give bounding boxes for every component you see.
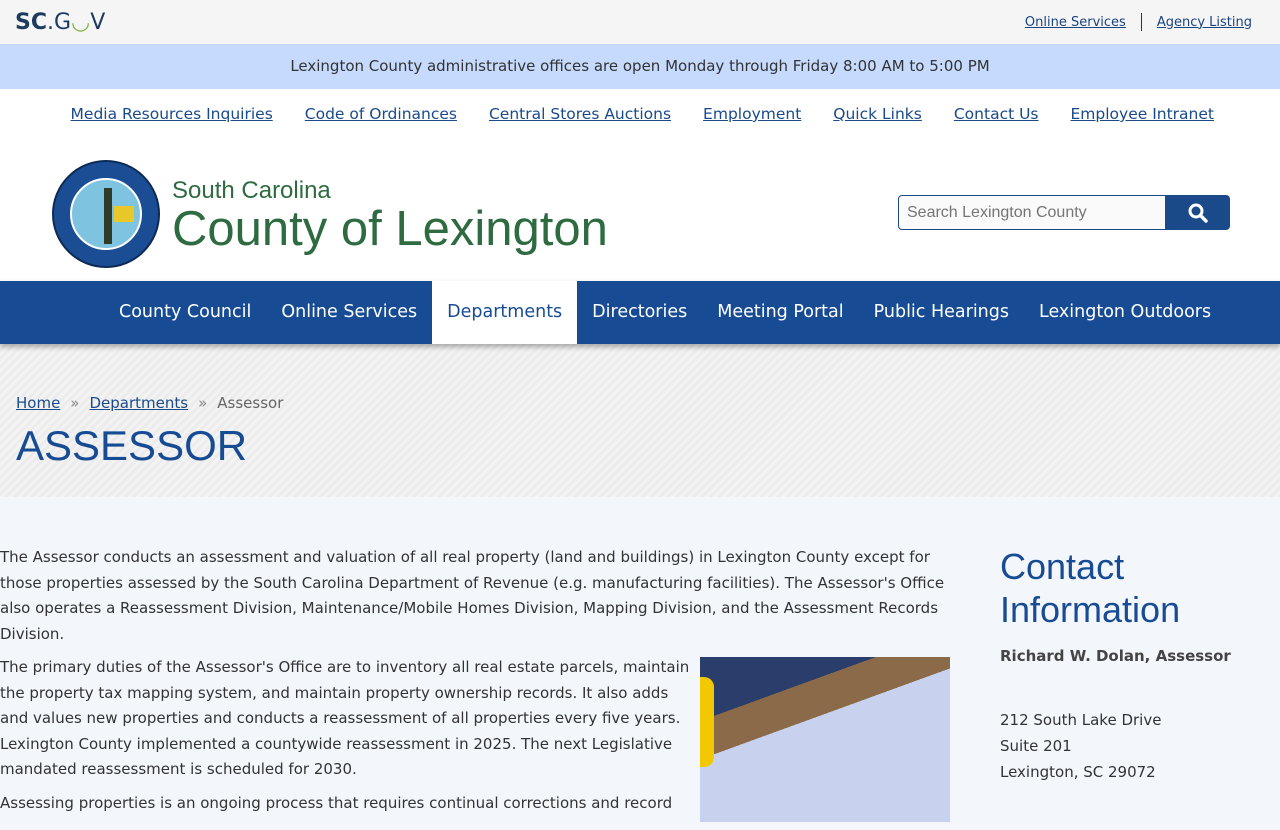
agency-listing-link[interactable]: Agency Listing	[1156, 14, 1252, 30]
breadcrumb-departments[interactable]: Departments	[89, 394, 189, 412]
site-subtitle: South Carolina	[172, 177, 331, 204]
address-line: Suite 201	[1000, 737, 1072, 755]
main-nav	[0, 281, 1280, 344]
contact-address	[1000, 707, 1260, 785]
process-paragraph: Assessing properties is an ongoing process that requires continual corrections and record	[0, 793, 673, 812]
util-link-media[interactable]: Media Resources Inquiries	[70, 105, 273, 123]
contact-heading: Contact Information	[1000, 546, 1181, 630]
brand-header	[0, 139, 1280, 281]
breadcrumb-separator: »	[198, 394, 208, 412]
address-line: Lexington, SC 29072	[1000, 763, 1156, 781]
contact-name: Richard W. Dolan, Assessor	[1000, 647, 1231, 665]
search-button[interactable]	[1166, 195, 1230, 230]
nav-directories[interactable]: Directories	[592, 302, 688, 322]
page-title: ASSESSOR	[16, 422, 248, 469]
breadcrumb-home[interactable]: Home	[16, 394, 61, 412]
utility-nav	[0, 89, 1280, 139]
online-services-link[interactable]: Online Services	[1024, 14, 1126, 30]
nav-online-services[interactable]: Online Services	[281, 302, 418, 322]
nav-meeting-portal[interactable]: Meeting Portal	[717, 302, 844, 322]
scgov-logo[interactable]: SC.G◡V	[15, 9, 106, 35]
nav-departments[interactable]: Departments	[432, 281, 577, 344]
nav-lexington-outdoors[interactable]: Lexington Outdoors	[1039, 302, 1212, 322]
util-link-quick-links[interactable]: Quick Links	[833, 105, 922, 123]
page-header	[0, 344, 1280, 497]
address-line: 212 South Lake Drive	[1000, 711, 1162, 729]
nav-county-council[interactable]: County Council	[119, 302, 252, 322]
contact-sidebar	[1000, 545, 1260, 785]
county-seal-logo[interactable]	[52, 160, 160, 268]
search-form	[898, 195, 1230, 230]
duties-paragraph: The primary duties of the Assessor's Office are to inventory all real estate parcels, maintain the property tax mapping system, and maintain property ownership records. It also adds and values new properties and conducts a reassessment of all properties every five years. Lexington County implemented a countywide reassessment in 2025. The next Legislative mandated reassessment is scheduled for 2030.	[0, 658, 690, 778]
top-bar	[0, 0, 1280, 44]
util-link-auctions[interactable]: Central Stores Auctions	[488, 105, 672, 123]
search-icon	[1188, 203, 1208, 223]
search-input[interactable]	[898, 195, 1166, 230]
intro-paragraph: The Assessor conducts an assessment and valuation of all real property (land and buildings) in Lexington County except for those properties assessed by the South Carolina Department of Revenue (e.g. manufacturing facilities). The Assessor's Office also operates a Reassessment Division, Maintenance/Mobile Homes Division, Mapping Division, and the Assessment Records Division.	[0, 548, 945, 643]
breadcrumb	[16, 394, 1264, 412]
breadcrumb-separator: »	[70, 394, 80, 412]
util-link-intranet[interactable]: Employee Intranet	[1070, 105, 1214, 123]
blueprint-photo	[700, 657, 950, 822]
util-link-employment[interactable]: Employment	[703, 105, 802, 123]
nav-public-hearings[interactable]: Public Hearings	[873, 302, 1010, 322]
site-title[interactable]: County of Lexington	[172, 202, 608, 256]
breadcrumb-current: Assessor	[217, 394, 284, 412]
util-link-contact[interactable]: Contact Us	[953, 105, 1039, 123]
hours-alert: Lexington County administrative offices are open Monday through Friday 8:00 AM to 5:00 PM	[0, 44, 1280, 89]
main-content	[0, 545, 950, 830]
util-link-ordinances[interactable]: Code of Ordinances	[304, 105, 457, 123]
